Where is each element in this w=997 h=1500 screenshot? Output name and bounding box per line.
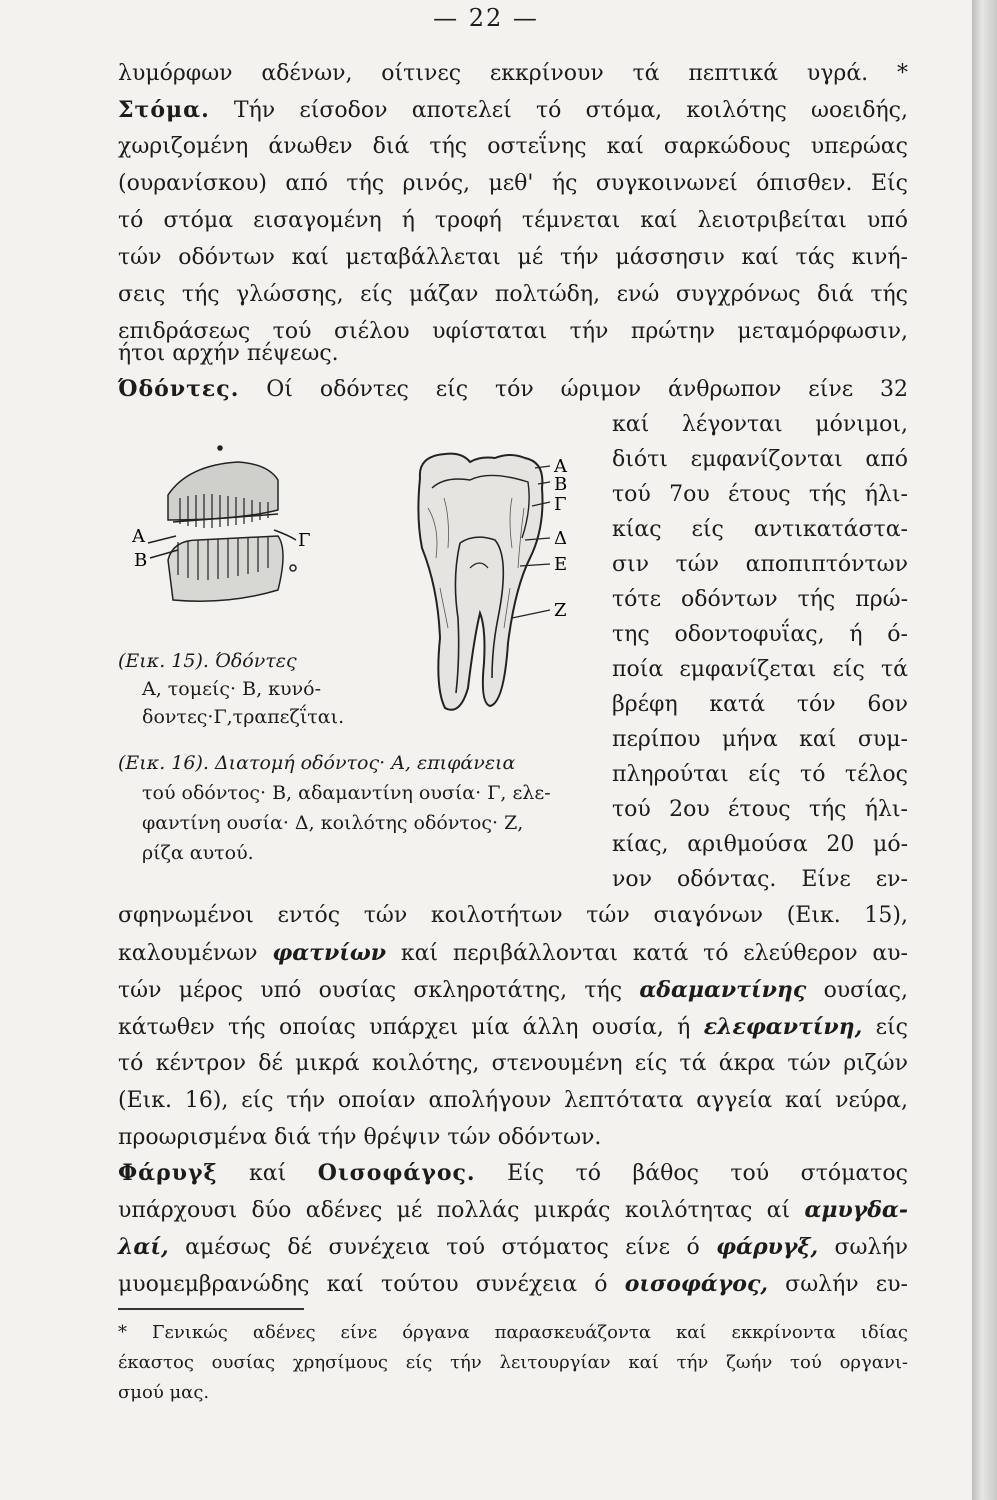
text-line: της οδοντοφυΐας, ή ό- — [612, 622, 908, 647]
text-line: Όδόντες. Οί οδόντες είς τόν ώριμον άνθρωπον είνε 32 — [118, 376, 908, 402]
fig16-label: Β — [554, 474, 568, 495]
text-line: τών οδόντων καί μεταβάλλεται μέ τήν μάσσησιν καί τάς κινή- — [118, 245, 908, 270]
text-line: καί λέγονται μόνιμοι, — [612, 412, 908, 437]
figure-16-caption: φαντίνη ουσία· Δ, κοιλότης οδόντος· Ζ, — [142, 812, 524, 834]
fig15-label: Β — [134, 550, 148, 571]
text-line: κάτωθεν τής οποίας υπάρχει μία άλλη ουσία, ή ελεφαντίνη, είς — [118, 1014, 908, 1040]
text-line: κίας είς αντικατάστα- — [612, 517, 908, 542]
text-line: τών μέρος υπό ουσίας σκληροτάτης, τής αδαμαντίνης ουσίας, — [118, 977, 908, 1003]
text-line: υπάρχουσι δύο αδένες μέ πολλάς μικράς κοιλότητας αί αμυγδα- — [118, 1197, 908, 1223]
book-page-edge — [972, 0, 997, 1500]
figure-16-caption: ρίζα αυτού. — [142, 842, 254, 864]
figure-16-caption: (Εικ. 16). Διατομή οδόντος· Α, επιφάνεια — [118, 752, 516, 774]
page-number: — 22 — — [433, 4, 539, 32]
text-line: σεις τής γλώσσης, είς μάζαν πολτώδη, ενώ συγχρόνως διά τής — [118, 282, 908, 307]
figure-15-caption: (Εικ. 15). Όδόντες — [118, 650, 297, 672]
text-line: σιν τών αποπιπτόντων — [612, 552, 908, 577]
fig16-label: Γ — [554, 494, 567, 515]
text-line: τού 2ου έτους τής ήλι- — [612, 797, 908, 822]
fig15-label: Α — [132, 526, 145, 547]
text-line: βρέφη κατά τόν 6ον — [612, 692, 908, 717]
text-line: νον οδόντας. Είνε εν- — [612, 867, 908, 892]
text-line: τού 7ου έτους τής ήλι- — [612, 482, 908, 507]
text-line: πληρούται είς τό τέλος — [612, 762, 908, 787]
text-line: τότε οδόντων τής πρώ- — [612, 587, 908, 612]
text-line: (Εικ. 16), είς τήν οποίαν απολήγουν λεπτότατα αγγεία καί νεύρα, — [118, 1088, 908, 1113]
text-line: σφηνωμένοι εντός τών κοιλοτήτων τών σιαγόνων (Εικ. 15), — [118, 903, 908, 928]
fig16-label: Α — [554, 456, 567, 477]
text-line: καλουμένων φατνίων καί περιβάλλονται κατά τό ελεύθερον αυ- — [118, 940, 908, 966]
text-line: Φάρυγξ καί Οισοφάγος. Είς τό βάθος τού στόματος — [118, 1160, 909, 1186]
footnote-divider — [118, 1308, 304, 1310]
text-line: περίπου μήνα καί συμ- — [612, 727, 908, 752]
text-line: ποία εμφανίζεται είς τά — [612, 657, 908, 682]
figure-16-caption: τού οδόντος· Β, αδαμαντίνη ουσία· Γ, ελε- — [142, 782, 551, 804]
text-line: λυμόρφων αδένων, οίτινες εκκρίνουν τά πεπτικά υγρά. * — [118, 61, 908, 86]
text-line: Στόμα. Τήν είσοδον αποτελεί τό στόμα, κοιλότης ωοειδής, — [118, 97, 908, 123]
text-line: κίας, αριθμούσα 20 μό- — [612, 832, 908, 857]
footnote-line: έκαστος ουσίας χρησίμους είς τήν λειτουργίαν καί τήν ζωήν τού οργανι- — [118, 1352, 908, 1373]
footnote-line: σμού μας. — [118, 1382, 210, 1403]
text-line: μυομεμβρανώδης καί τούτου συνέχεια ό οισοφάγος, σωλήν ευ- — [118, 1271, 908, 1297]
fig16-label: Δ — [554, 528, 567, 549]
section-heading-pharynx: Φάρυγξ — [118, 1160, 218, 1186]
footnote-line: * Γενικώς αδένες είνε όργανα παρασκευάζοντα καί εκκρίνοντα ιδίας — [118, 1322, 908, 1343]
figure-16-tooth-section-illustration — [400, 448, 600, 723]
fig15-label: Γ — [298, 530, 311, 551]
text-line: επιδράσεως τού σιέλου υφίσταται τήν πρώτην μεταμόρφωσιν, — [118, 319, 908, 344]
text-line: χωριζομένη άνωθεν διά τής οστεΐνης καί σαρκώδους υπερώας — [118, 134, 908, 159]
figure-15-jaws-illustration — [128, 440, 328, 630]
text-line: τό κέντρον δέ μικρά κοιλότης, στενουμένη είς τά άκρα τών ριζών — [118, 1051, 908, 1076]
text-line: τό στόμα εισαγομένη ή τροφή τέμνεται καί λειοτριβείται υπό — [118, 208, 908, 233]
text-line: προωρισμένα διά τήν θρέψιν τών οδόντων. — [118, 1125, 602, 1150]
figure-15-caption: δοντες·Γ,τραπεζΐται. — [142, 706, 345, 728]
section-heading-stoma: Στόμα. — [118, 97, 210, 123]
figure-15-caption: Α, τομείς· Β, κυνό- — [142, 678, 321, 700]
fig16-label: Ζ — [554, 600, 567, 621]
text-line: (ουρανίσκου) από τής ρινός, μεθ' ής συγκοινωνεί όπισθεν. Είς — [118, 171, 908, 196]
section-heading-oesophagus: Οισοφάγος. — [317, 1160, 476, 1186]
section-heading-odontes: Όδόντες. — [118, 376, 240, 402]
text-line: διότι εμφανίζονται από — [612, 447, 908, 472]
fig16-label: Ε — [554, 554, 568, 575]
text-line: ήτοι αρχήν πέψεως. — [118, 341, 339, 366]
text-line: λαί, αμέσως δέ συνέχεια τού στόματος είνε ό φάρυγξ, σωλήν — [118, 1234, 908, 1260]
